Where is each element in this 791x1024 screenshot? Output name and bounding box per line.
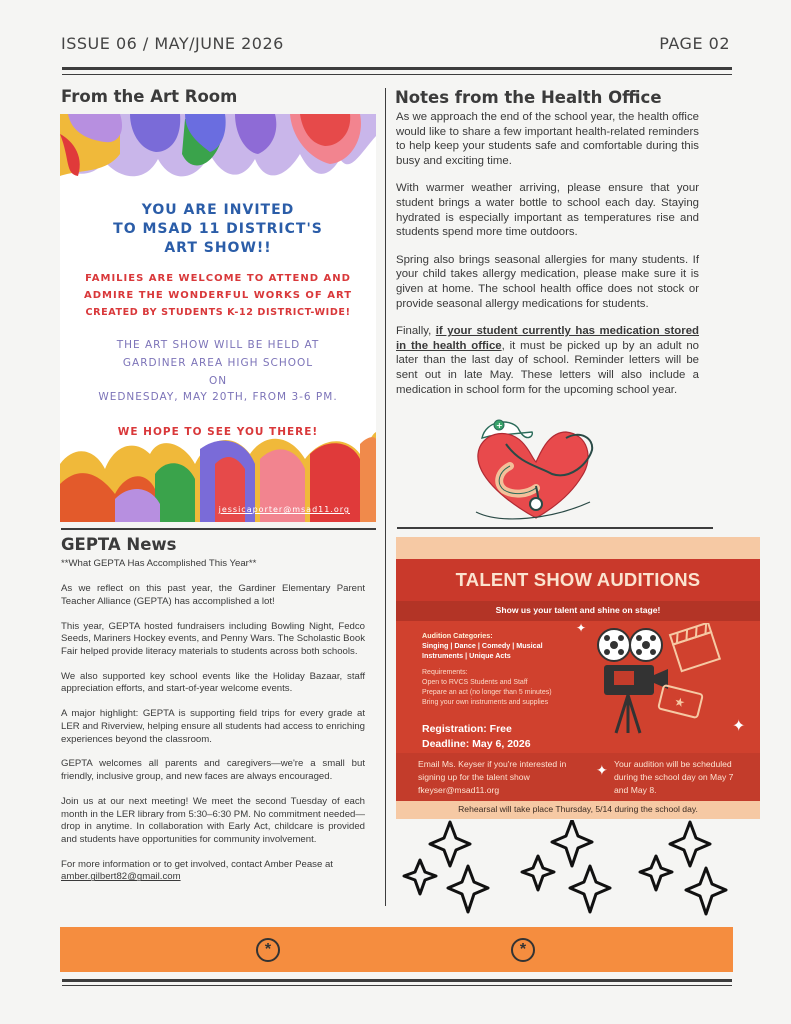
flyer-held-line2: GARDINER AREA HIGH SCHOOL [122, 357, 314, 369]
flyer-families-line1: FAMILIES ARE WELCOME TO ATTEND AND [85, 273, 351, 284]
talent-categories-label: Audition Categories: [422, 631, 493, 640]
flyer-held-line1: THE ART SHOW WILL BE HELD AT [116, 339, 320, 351]
health-final-lead: Finally, [396, 325, 436, 338]
art-show-flyer [60, 114, 376, 522]
flyer-held-line3: ON [208, 375, 228, 387]
gepta-paragraph: Join us at our next meeting! We meet the second Tuesday of each month in the LER library from 5:30–6:30 PM. No commitment needed—drop in anytime. In collaboration with Early Act, childcare is provided and students have opportunities for community involvement. [61, 796, 365, 845]
flyer-families-line3: CREATED BY STUDENTS K-12 DISTRICT-WIDE! [85, 307, 351, 318]
flyer-invite-line1: YOU ARE INVITED [141, 202, 295, 218]
gepta-subtitle: **What GEPTA Has Accomplished This Year** [61, 558, 257, 569]
art-room-title: From the Art Room [61, 87, 238, 106]
paint-splash-border [60, 114, 376, 522]
health-body [396, 110, 699, 410]
health-paragraph-final [396, 324, 699, 397]
gepta-title: GEPTA News [61, 535, 177, 554]
talent-rehearsal: Rehearsal will take place Thursday, 5/14 during the school day. [458, 804, 698, 814]
flyer-families-line2: ADMIRE THE WONDERFUL WORKS OF ART [83, 290, 353, 301]
footer-rule-thick [62, 979, 732, 982]
gepta-paragraph: GEPTA welcomes all parents and caregivers—we're a small but friendly, inclusive group, and new faces are always encouraged. [61, 758, 365, 783]
gepta-body [61, 558, 365, 884]
header-rule-thick [62, 67, 732, 70]
talent-show-poster [396, 537, 760, 819]
gepta-paragraph: As we reflect on this past year, the Gardiner Elementary Parent Teacher Alliance (GEPTA) has accomplished a lot! [61, 582, 365, 607]
gepta-paragraph: This year, GEPTA hosted fundraisers including Bowling Night, Fedco Seeds, Mariners Hockey events, and Penny Wars. The Scholastic Book Fair helped provide literacy materials to students across both schools. [61, 620, 365, 657]
flyer-invite-line3: ART SHOW!! [164, 240, 272, 256]
talent-tagline: Show us your talent and shine on stage! [495, 605, 661, 615]
svg-text:+: + [496, 421, 503, 430]
film-projector-icon [592, 623, 752, 753]
talent-registration: Registration: Free [422, 723, 512, 735]
footer-rule-thin [62, 985, 732, 986]
flyer-hope: WE HOPE TO SEE YOU THERE! [117, 426, 319, 438]
talent-title: TALENT SHOW AUDITIONS [455, 569, 701, 590]
flyer-invite-line2: TO MSAD 11 DISTRICT'S [113, 221, 323, 237]
footer-orange-band [60, 927, 733, 972]
gepta-paragraph: A major highlight: GEPTA is supporting field trips for every grade at LER and Riverview, helping ensure all students had access to enriching experiences beyond the classroom. [61, 708, 365, 745]
sparkle-doodles [400, 820, 734, 924]
column-divider [385, 88, 386, 906]
sparkle-icon: ✦ [596, 762, 608, 778]
issue-label: ISSUE 06 / MAY/JUNE 2026 [61, 34, 284, 53]
asterisk-circle-icon: * [511, 938, 535, 962]
talent-categories-line2: Instruments | Unique Acts [422, 651, 511, 660]
page-number: PAGE 02 [659, 34, 730, 53]
flyer-email: jessicaporter@msad11.org [218, 505, 350, 514]
gepta-email-link[interactable]: amber.gilbert82@gmail.com [61, 871, 181, 883]
health-divider [397, 527, 713, 529]
sparkle-icon: ✦ [576, 621, 587, 635]
talent-requirement: Bring your own instruments and supplies [422, 699, 549, 706]
gepta-paragraph: We also supported key school events like the Holiday Bazaar, staff appreciation efforts, and start-of-year welcome events. [61, 670, 365, 695]
health-title: Notes from the Health Office [395, 88, 662, 107]
heart-stethoscope-icon [470, 414, 600, 526]
art-divider [61, 528, 376, 530]
gepta-contact: For more information or to get involved, contact Amber Pease at [61, 858, 333, 870]
header-rule-thin [62, 74, 732, 75]
svg-text:★: ★ [672, 694, 687, 711]
poster-top-band [396, 537, 760, 559]
health-paragraph: Spring also brings seasonal allergies for many students. If your child takes allergy medication, please make sure it is given at home. The school health office does not stock or provide seasonal allergy medications for students. [396, 253, 699, 310]
talent-email-line1: Email Ms. Keyser if you're interested in [418, 759, 567, 769]
health-final-emphasis: if your student currently has medication stored in the health office [396, 325, 699, 352]
talent-requirement: Open to RVCS Students and Staff [422, 679, 528, 686]
talent-requirement: Prepare an act (no longer than 5 minutes) [422, 689, 552, 696]
svg-text:✦: ✦ [732, 718, 746, 735]
asterisk-circle-icon: * [256, 938, 280, 962]
health-final-rest: , it must be picked up by an adult no later than the last day of school. Reminder letters will be sent out in late May. These letters will also include a medication in school form for the upcoming school year. [396, 339, 699, 396]
health-paragraph: As we approach the end of the school year, the health office would like to share a few important health-related reminders to help keep your students safe and comfortable during this busy and exciting time. [396, 111, 699, 167]
talent-categories-line1: Singing | Dance | Comedy | Musical [422, 641, 543, 650]
talent-schedule-line1: Your audition will be scheduled [614, 759, 732, 769]
flyer-held-line4: WEDNESDAY, MAY 20TH, FROM 3-6 PM. [98, 391, 338, 403]
talent-schedule-line2: during the school day on May 7 [614, 772, 734, 782]
talent-schedule-line3: and May 8. [614, 785, 657, 795]
talent-deadline: Deadline: May 6, 2026 [422, 738, 531, 750]
health-paragraph: With warmer weather arriving, please ensure that your student brings a water bottle to school each day. Staying hydrated is especially important as temperatures rise and students spend more time outdoors. [396, 182, 699, 239]
talent-email-address[interactable]: fkeyser@msad11.org [418, 785, 500, 795]
talent-email-line2: signing up for the talent show [418, 772, 530, 782]
talent-requirements-label: Requirements: [422, 669, 468, 676]
